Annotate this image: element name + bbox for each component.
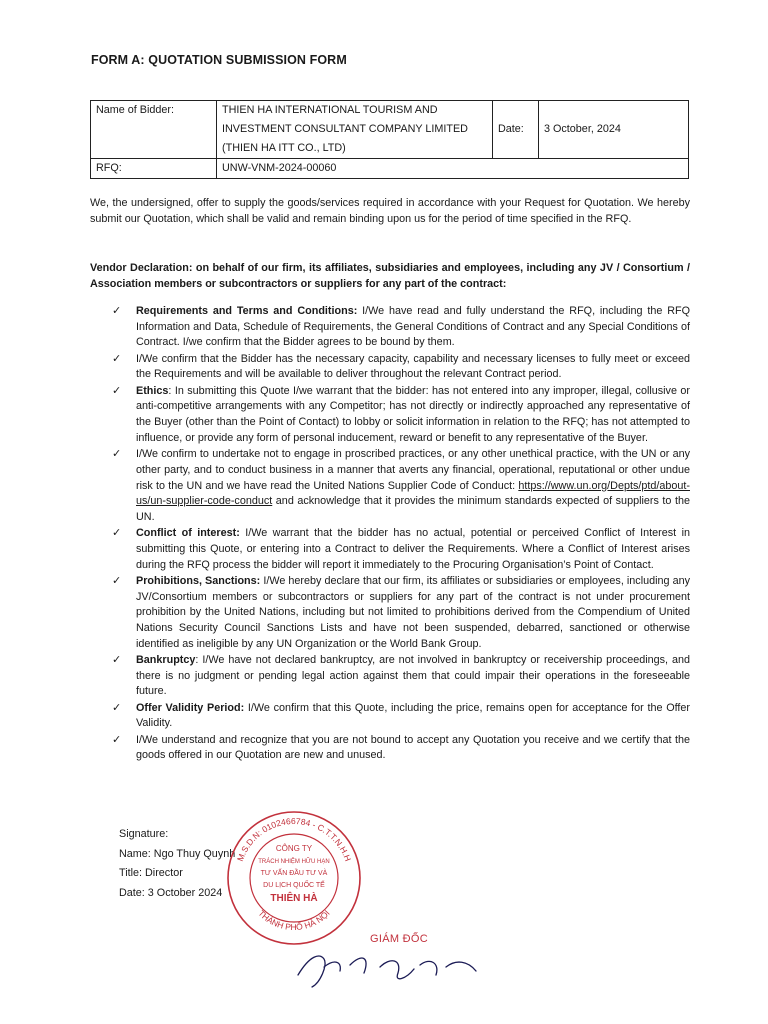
intro-paragraph: We, the undersigned, offer to supply the goods/services required in accordance with your Request for Quotation. We hereby submit our Quotation, which shall be valid and remain binding upon us for the period of time specified in the RFQ. xyxy=(90,197,690,226)
stamp-line-4: DU LỊCH QUỐC TẾ xyxy=(263,882,325,889)
declaration-item-text: I/We confirm that the Bidder has the necessary capacity, capability and necessary licenses to fully meet or exceed the Requirements and will be available to deliver throughout the relevant Contract period. xyxy=(136,352,690,381)
date-label-cell xyxy=(493,101,539,159)
declaration-item-text: I/We confirm that this Quote, including the price, remains open for acceptance for the Offer Validity. xyxy=(136,701,690,730)
stamp-ring-bottom-text: THÀNH PHỐ HÀ NỘI xyxy=(256,908,332,933)
stamp-line-5: THIÊN HÀ xyxy=(270,893,318,904)
bidder-label: Name of Bidder: xyxy=(96,104,175,116)
stamp-ring-top-text: M.S.D.N: 0102466784 - C.T.T.N.H.H xyxy=(234,815,354,863)
declaration-item-text: : I/We have not declared bankruptcy, are not involved in bankruptcy or receivership proceedings, and there is no judgment or pending legal action against them that could impair their operations in the foreseeable future. xyxy=(136,654,690,698)
handwritten-signature xyxy=(290,945,490,995)
declaration-item-text: I/We understand and recognize that you are not bound to accept any Quotation you receive and we certify that the goods offered in our Quotation are new and unused. xyxy=(136,733,690,762)
checkmark-icon: ✓ xyxy=(112,305,122,317)
company-seal-stamp xyxy=(224,808,364,948)
declaration-item-heading: Offer Validity Period: xyxy=(136,701,245,714)
form-title: FORM A: QUOTATION SUBMISSION FORM xyxy=(91,53,347,67)
declaration-item xyxy=(90,352,690,383)
supplier-code-link[interactable]: https://www.un.org/Depts/ptd/about-us/un-supplier-code-conduct xyxy=(136,479,690,508)
vendor-declaration-heading: Vendor Declaration: on behalf of our firm, its affiliates, subsidiaries and employees, including any JV / Consortium / Association members or subcontractors or suppliers for any part of the contract: xyxy=(90,262,690,291)
declaration-item xyxy=(90,526,690,573)
declaration-item-text: I/We warrant that the bidder has no actual, potential or perceived Conflict of Interest in submitting this Quote, or entering into a Contract to deliver the Requirements. Where a Conflict of Interest arises during the RFQ process the bidder will report it immediately to the Procuring Organisation’s Point of Contact. xyxy=(136,527,690,571)
declaration-item-heading: Requirements and Terms and Conditions: xyxy=(136,305,358,317)
declaration-item xyxy=(90,447,690,526)
date-label: Date: xyxy=(498,123,524,135)
bidder-name-line-1: THIEN HA INTERNATIONAL TOURISM AND xyxy=(222,104,438,116)
checkmark-icon: ✓ xyxy=(112,352,122,365)
declaration-item xyxy=(90,304,690,351)
date-value-cell xyxy=(539,101,689,159)
rfq-value: UNW-VNM-2024-00060 xyxy=(222,162,337,174)
declaration-item-text: I/We hereby declare that our firm, its affiliates or subsidiaries or employees, including any JV/Consortium members or subcontractors or suppliers for any part of the contract is not under procurement prohibition by the United Nations, including but not limited to prohibitions derived from the Compendium of United Nations Security Council Sanctions Lists and have not been suspended, debarred, sanctioned or otherwise identified as ineligible by any UN Organization or the World Bank Group. xyxy=(136,574,690,650)
bidder-info-table xyxy=(90,100,689,179)
declaration-list xyxy=(90,304,690,765)
bidder-name-line-3: (THIEN HA ITT CO., LTD) xyxy=(222,142,346,154)
declaration-item-heading: Conflict of interest: xyxy=(136,527,240,540)
declaration-item-heading: Bankruptcy xyxy=(136,654,196,667)
director-title-stamp: GIÁM ĐỐC xyxy=(370,933,429,945)
signature-date: Date: 3 October 2024 xyxy=(119,886,223,899)
bidder-label-cell xyxy=(91,101,217,159)
checkmark-icon: ✓ xyxy=(112,384,122,397)
declaration-item xyxy=(90,574,690,653)
signer-title: Title: Director xyxy=(119,867,183,879)
declaration-item xyxy=(90,653,690,700)
declaration-item xyxy=(90,384,690,447)
bidder-name-line-2: INVESTMENT CONSULTANT COMPANY LIMITED xyxy=(222,123,468,135)
date-value: 3 October, 2024 xyxy=(544,123,621,135)
rfq-value-cell xyxy=(217,159,689,179)
stamp-line-2: TRÁCH NHIỆM HỮU HẠN xyxy=(258,859,330,865)
declaration-item-heading: Ethics xyxy=(136,384,169,397)
checkmark-icon: ✓ xyxy=(112,701,122,714)
signer-name: Name: Ngo Thuy Quynh xyxy=(119,847,236,860)
checkmark-icon: ✓ xyxy=(112,654,122,667)
signature-block xyxy=(119,825,235,903)
bidder-name-cell xyxy=(217,101,493,159)
declaration-item-text: I/We confirm to undertake not to engage in proscribed practices, or any other unethical practice, with the UN or any other party, and to conduct business in a manner that averts any financial, operational, reputational or other undue risk to the UN and we have read the United Nations Supplier Code of Conduct: xyxy=(136,448,690,492)
stamp-line-1: CÔNG TY xyxy=(275,844,313,853)
signature-stroke xyxy=(298,956,476,987)
checkmark-icon: ✓ xyxy=(112,448,122,461)
declaration-item-text: I/We have read and fully understand the RFQ, including the RFQ Information and Data, Schedule of Requirements, the General Conditions of Contract and any Special Conditions of Contract. I/we confirm that the Bidder agrees to be bound by them. xyxy=(136,305,690,349)
declaration-item xyxy=(90,733,690,764)
signature-label: Signature: xyxy=(119,828,169,840)
checkmark-icon: ✓ xyxy=(112,733,122,746)
rfq-label-cell xyxy=(91,159,217,179)
declaration-item xyxy=(90,701,690,732)
rfq-label: RFQ: xyxy=(96,162,122,174)
declaration-item-heading: Prohibitions, Sanctions: xyxy=(136,574,261,587)
declaration-item-text: : In submitting this Quote I/we warrant that the bidder: has not entered into any improper, illegal, collusive or anti-competitive arrangements with any Competitor; has not directly or indirectly approached any representative of the Buyer (other than the Point of Contact) to lobby or solicit information in relation to the RFQ; has not attempted to influence, or provide any form of personal inducement, reward or benefit to any representative of the Buyer. xyxy=(136,384,690,444)
declaration-item-text-after-link: and acknowledge that it provides the minimum standards expected of suppliers to the UN. xyxy=(136,495,690,523)
stamp-line-3: TƯ VẤN ĐẦU TƯ VÀ xyxy=(260,870,328,877)
checkmark-icon: ✓ xyxy=(112,527,122,540)
checkmark-icon: ✓ xyxy=(112,574,122,587)
